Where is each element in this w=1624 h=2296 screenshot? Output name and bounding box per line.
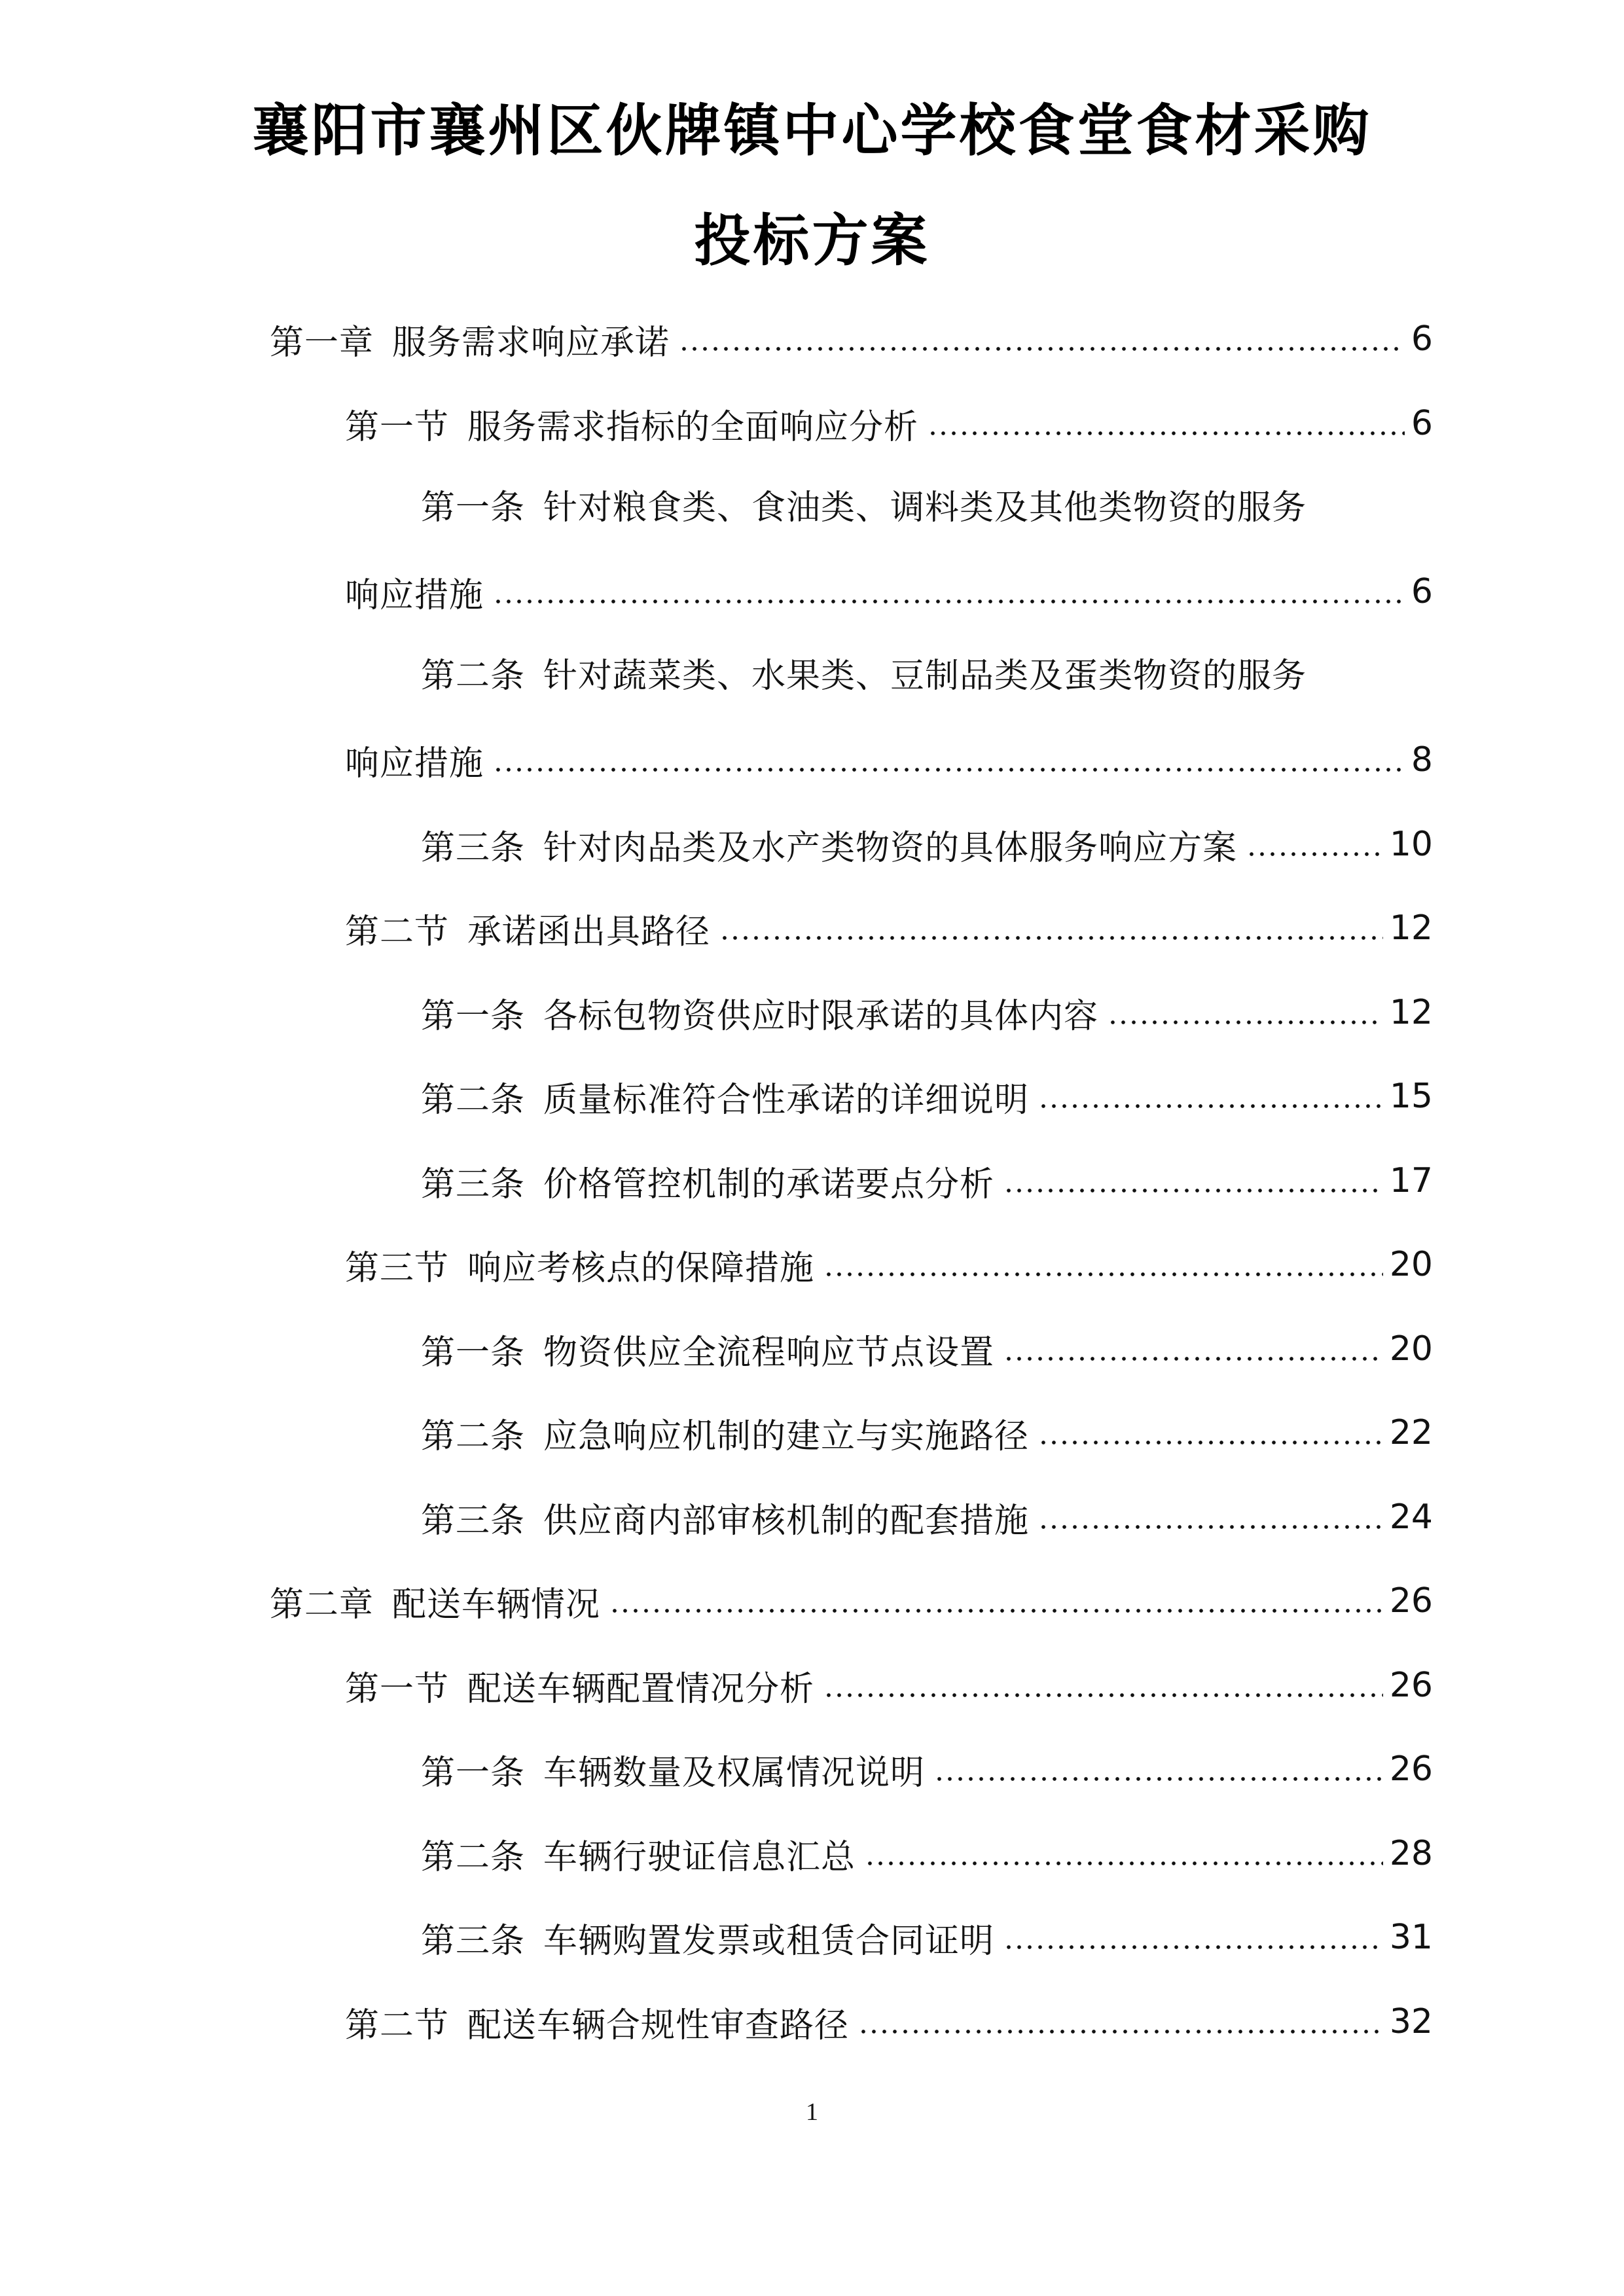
toc-entry-label: 第三条 针对肉品类及水产类物资的具体服务响应方案 [421, 828, 1238, 868]
toc-entry-label: 第一节 配送车辆配置情况分析 [345, 1669, 815, 1709]
toc-article-1-3-2[interactable] [421, 1407, 1433, 1459]
toc-entry-label: 响应措施 [345, 575, 484, 615]
toc-section-1-3[interactable] [345, 1238, 1433, 1291]
toc-entry-label: 第一条 针对粮食类、食油类、调料类及其他类物资的服务 [421, 488, 1307, 528]
toc-article-2-1-2[interactable] [421, 1827, 1433, 1880]
toc-page-number: 26 [1389, 1581, 1433, 1621]
toc-entry-label: 响应措施 [345, 744, 484, 783]
toc-page-number: 10 [1389, 825, 1433, 864]
toc-entry-label: 第二条 应急响应机制的建立与实施路径 [421, 1416, 1030, 1456]
toc-entry-label: 第三条 价格管控机制的承诺要点分析 [421, 1164, 995, 1204]
dot-leader [1246, 850, 1383, 858]
toc-section-2-1[interactable] [345, 1659, 1433, 1712]
toc-page-number: 12 [1389, 908, 1433, 948]
toc-section-1-1[interactable] [345, 397, 1433, 450]
toc-article-1-1-2-continued[interactable] [345, 734, 1433, 786]
toc-article-1-3-3[interactable] [421, 1491, 1433, 1543]
dot-leader [1038, 1523, 1383, 1531]
footer-page-number: 1 [806, 2098, 818, 2126]
dot-leader [609, 1607, 1383, 1615]
toc-article-1-1-3[interactable] [421, 818, 1433, 870]
toc-article-1-3-1[interactable] [421, 1323, 1433, 1375]
toc-chapter-1[interactable] [270, 313, 1433, 365]
toc-page-number: 17 [1389, 1161, 1433, 1200]
toc-chapter-2[interactable] [270, 1575, 1433, 1627]
toc-entry-label: 第二节 配送车辆合规性审查路径 [345, 2005, 850, 2045]
toc-article-2-1-3[interactable] [421, 1911, 1433, 1964]
toc-entry-label: 第二条 质量标准符合性承诺的详细说明 [421, 1080, 1030, 1120]
dot-leader [1003, 1355, 1383, 1363]
toc-page-number: 28 [1389, 1834, 1433, 1873]
dot-leader [1108, 1018, 1383, 1026]
toc-entry-label: 第一章 服务需求响应承诺 [270, 323, 670, 363]
toc-page-number: 6 [1411, 572, 1433, 611]
document-title-line-2: 投标方案 [694, 208, 930, 274]
toc-entry-label: 第二条 车辆行驶证信息汇总 [421, 1837, 856, 1877]
document-title-line-1: 襄阳市襄州区伙牌镇中心学校食堂食材采购 [252, 98, 1372, 164]
toc-entry-label: 第二条 针对蔬菜类、水果类、豆制品类及蛋类物资的服务 [421, 656, 1307, 696]
dot-leader [493, 766, 1405, 774]
toc-article-1-2-3[interactable] [421, 1155, 1433, 1207]
toc-article-1-2-1[interactable] [421, 986, 1433, 1039]
toc-entry-label: 第一条 车辆数量及权属情况说明 [421, 1753, 926, 1793]
toc-page-number: 6 [1411, 404, 1433, 443]
toc-article-2-1-1[interactable] [421, 1743, 1433, 1795]
toc-page-number: 32 [1389, 2002, 1433, 2041]
toc-entry-label: 第二节 承诺函出具路径 [345, 912, 711, 952]
dot-leader [1038, 1102, 1383, 1110]
toc-section-1-2[interactable] [345, 902, 1433, 954]
dot-leader [928, 429, 1405, 437]
toc-page-number: 24 [1389, 1498, 1433, 1537]
toc-entry-label: 第一节 服务需求指标的全面响应分析 [345, 407, 919, 447]
toc-page-number: 22 [1389, 1413, 1433, 1452]
toc-page-number: 26 [1389, 1749, 1433, 1789]
dot-leader [679, 345, 1405, 353]
toc-entry-label: 第三条 供应商内部审核机制的配套措施 [421, 1501, 1030, 1541]
toc-article-1-1-1-continued[interactable] [345, 565, 1433, 618]
toc-page-number: 15 [1389, 1077, 1433, 1116]
toc-section-2-2[interactable] [345, 1996, 1433, 2048]
toc-article-1-1-1[interactable] [421, 482, 1307, 534]
dot-leader [823, 1270, 1383, 1278]
toc-page-number: 6 [1411, 319, 1433, 359]
toc-entry-label: 第一条 物资供应全流程响应节点设置 [421, 1333, 995, 1372]
toc-page-number: 20 [1389, 1245, 1433, 1284]
toc-page-number: 20 [1389, 1329, 1433, 1369]
toc-page-number: 8 [1411, 740, 1433, 780]
toc-page-number: 12 [1389, 993, 1433, 1032]
toc-entry-label: 第一条 各标包物资供应时限承诺的具体内容 [421, 996, 1099, 1036]
dot-leader [865, 1859, 1383, 1867]
dot-leader [493, 598, 1405, 605]
toc-page-number: 26 [1389, 1666, 1433, 1705]
toc-article-1-2-2[interactable] [421, 1070, 1433, 1122]
toc-article-1-1-2[interactable] [421, 650, 1307, 702]
dot-leader [1003, 1187, 1383, 1194]
dot-leader [1003, 1943, 1383, 1951]
toc-entry-label: 第三条 车辆购置发票或租赁合同证明 [421, 1921, 995, 1961]
dot-leader [719, 934, 1383, 942]
toc-entry-label: 第三节 响应考核点的保障措施 [345, 1248, 815, 1288]
dot-leader [858, 2028, 1383, 2036]
toc-page-number: 31 [1389, 1918, 1433, 1957]
dot-leader [1038, 1439, 1383, 1446]
dot-leader [934, 1775, 1383, 1783]
toc-entry-label: 第二章 配送车辆情况 [270, 1585, 601, 1624]
dot-leader [823, 1691, 1383, 1699]
